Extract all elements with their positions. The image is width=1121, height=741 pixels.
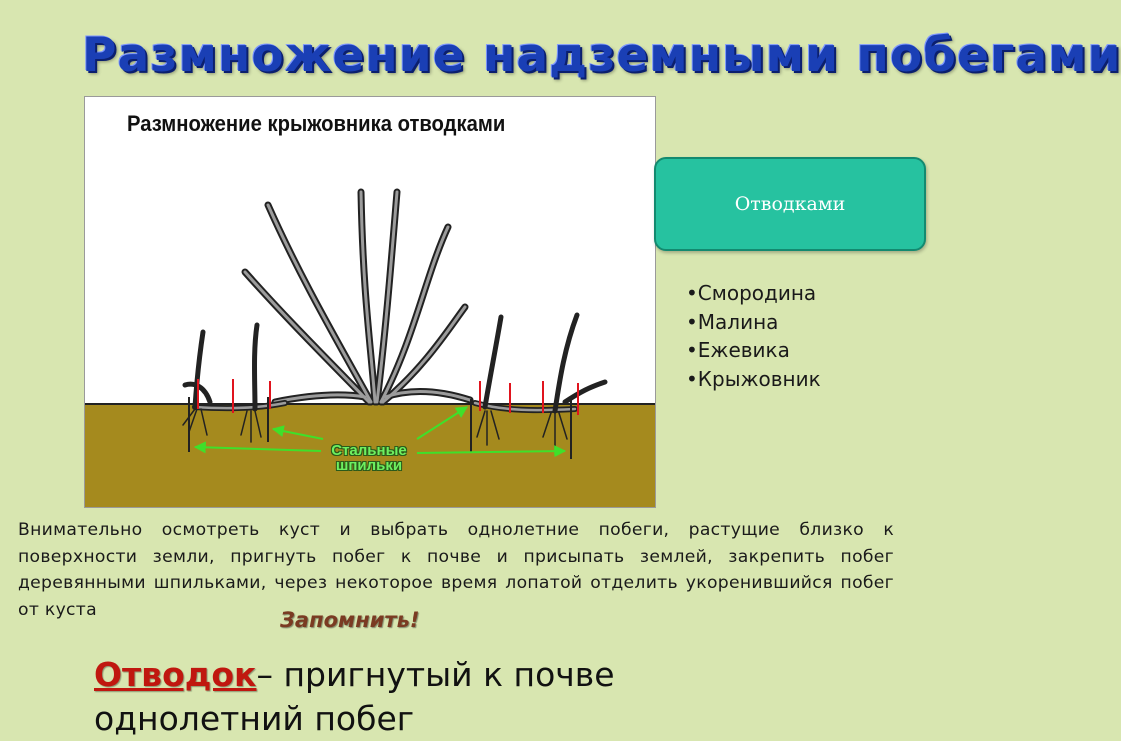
plant-list-item: • Малина xyxy=(686,308,821,337)
remember-heading: Запомнить! xyxy=(280,608,420,632)
plant-list-item: • Смородина xyxy=(686,279,821,308)
figure-title: Размножение крыжовника отводками xyxy=(127,111,506,136)
plant-list-item: • Ежевика xyxy=(686,336,821,365)
instructions-text: Внимательно осмотреть куст и выбрать однолетние побеги, растущие близко к поверхности земли, пригнуть побег к почве и присыпать землей, закрепить побег деревянными шпильками, через некоторое время лопатой отделить укоренившийся побег от куста xyxy=(18,520,894,620)
steel-pins-label-line2: шпильки xyxy=(335,457,403,474)
slide-title: Размножение надземными побегами xyxy=(82,28,1121,83)
definition-term: Отводок xyxy=(94,655,257,694)
method-box: Отводками xyxy=(654,157,926,251)
steel-pins-label xyxy=(319,443,419,473)
definition xyxy=(94,653,794,741)
gooseberry-layering-illustration xyxy=(84,96,656,508)
plant-list xyxy=(686,279,821,393)
definition-text: – пригнутый к почве однолетний побег xyxy=(94,655,615,738)
steel-pins-label-line1: Стальные xyxy=(331,442,407,459)
plant-list-item: • Крыжовник xyxy=(686,365,821,394)
